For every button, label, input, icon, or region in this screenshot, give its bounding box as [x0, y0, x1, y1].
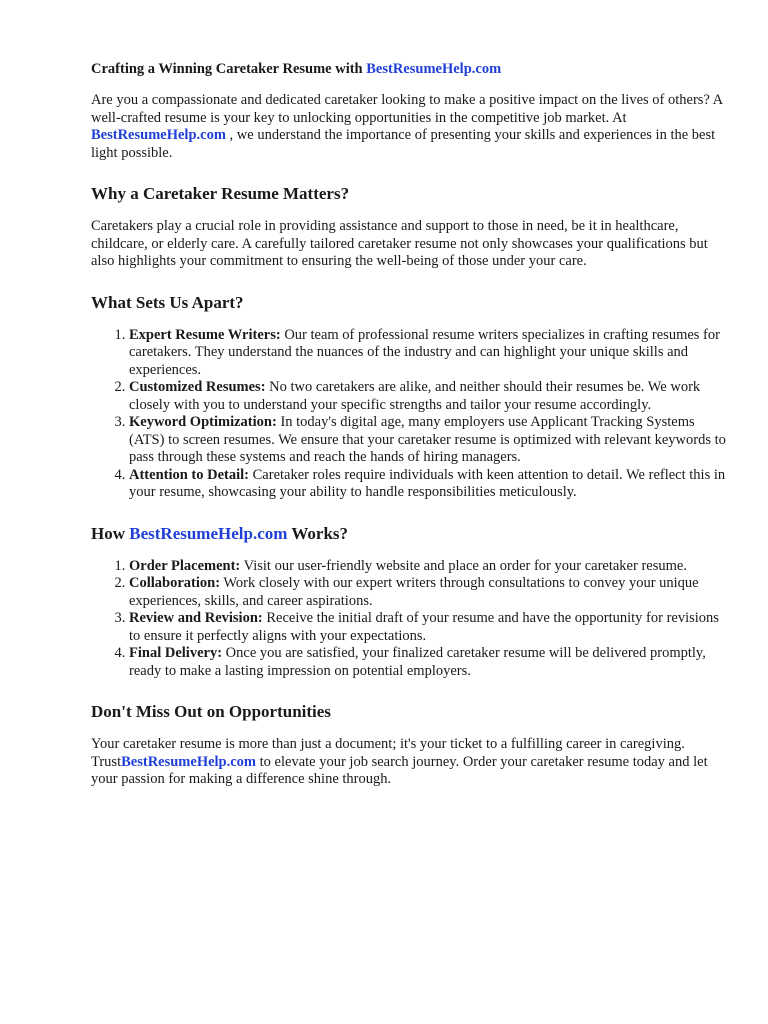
closing-link[interactable]: BestResumeHelp.com	[121, 753, 257, 770]
list-item	[129, 414, 729, 467]
item-label: Collaboration:	[129, 575, 221, 591]
item-label: Review and Revision:	[129, 610, 263, 626]
item-label: Attention to Detail:	[129, 466, 250, 483]
document-title	[91, 60, 712, 78]
list-item	[129, 467, 729, 502]
intro-text-2: , we understand the importance of presenting your skills and experiences in the best light possible.	[91, 127, 716, 161]
list-item	[129, 379, 729, 414]
list-item	[129, 575, 729, 610]
item-label: Order Placement:	[129, 557, 241, 574]
list-item	[129, 327, 729, 380]
closing-text-1: Your caretaker resume is more than just a document; it's your ticket to a fulfilling career in caregiving. Trust	[91, 736, 685, 770]
heading-apart: What Sets Us Apart?	[91, 292, 244, 312]
heading-why: Why a Caretaker Resume Matters?	[91, 184, 350, 203]
intro-link[interactable]: BestResumeHelp.com	[91, 127, 226, 143]
item-text: Receive the initial draft of your resume and have the opportunity for revisions to ensure it perfectly aligns with your expectations.	[129, 610, 719, 644]
item-label: Keyword Optimization:	[129, 414, 277, 430]
list-item	[129, 645, 729, 680]
item-text: Work closely with our expert writers through consultations to convey your unique experiences, skills, and career aspirations.	[129, 575, 699, 609]
intro-text-1: Are you a compassionate and dedicated caretaker looking to make a positive impact on the lives of others? A well-crafted resume is your key to unlocking opportunities in the competitive job market. At	[91, 92, 723, 126]
works-heading-suffix: Works?	[291, 523, 349, 543]
heading-works	[91, 524, 712, 544]
item-text: Visit our user-friendly website and place an order for your caretaker resume.	[240, 557, 687, 574]
item-label: Expert Resume Writers:	[129, 326, 281, 343]
item-text: Our team of professional resume writers specializes in crafting resumes for caretakers. They understand the nuances of the industry and can highlight your unique skills and experiences.	[129, 326, 720, 378]
list-item	[129, 610, 729, 645]
title-link[interactable]: BestResumeHelp.com	[366, 61, 502, 77]
item-text: Once you are satisfied, your finalized caretaker resume will be delivered promptly, ready to make a lasting impression on potential employers.	[129, 645, 706, 679]
intro-paragraph	[91, 92, 726, 162]
item-text: In today's digital age, many employers use Applicant Tracking Systems (ATS) to screen resumes. We ensure that your caretaker resume is optimized with relevant keywords to pass through these systems and reach the hands of hiring managers.	[129, 414, 726, 465]
item-label: Final Delivery:	[129, 645, 223, 661]
closing-text-2: to elevate your job search journey. Order your caretaker resume today and let your passion for making a difference shine through.	[91, 753, 708, 787]
works-heading-link[interactable]: BestResumeHelp.com	[129, 523, 288, 543]
item-label: Customized Resumes:	[129, 379, 266, 395]
apart-list	[91, 327, 729, 502]
works-list	[91, 558, 729, 681]
closing-paragraph	[91, 736, 726, 789]
list-item	[129, 558, 729, 576]
why-paragraph: Caretakers play a crucial role in providing assistance and support to those in need, be it in healthcare, childcare, or elderly care. A carefully tailored caretaker resume not only showcases your qualifications but also highlights your commitment to ensuring the well-being of those under your care.	[91, 218, 708, 269]
works-heading-prefix: How	[91, 523, 125, 543]
item-text: Caretaker roles require individuals with keen attention to detail. We reflect this in your resume, showcasing your ability to handle responsibilities meticulously.	[129, 466, 726, 500]
heading-dont-miss: Don't Miss Out on Opportunities	[91, 702, 331, 721]
title-text: Crafting a Winning Caretaker Resume with	[91, 61, 363, 77]
item-text: No two caretakers are alike, and neither should their resumes be. We work closely with you to understand your specific strengths and tailor your resume accordingly.	[129, 379, 701, 413]
